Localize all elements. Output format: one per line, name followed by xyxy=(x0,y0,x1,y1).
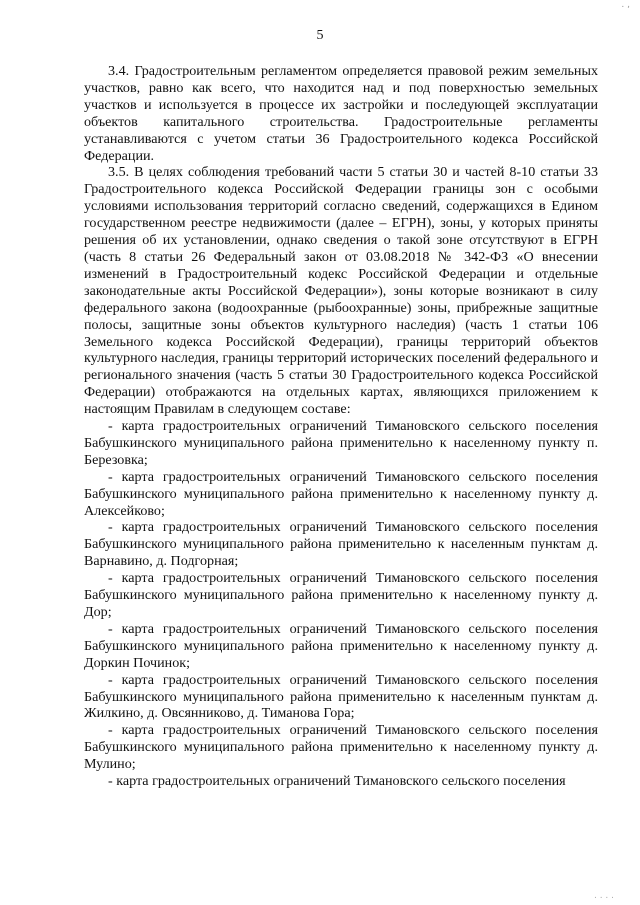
list-item: - карта градостроительных ограничений Тимановского сельского поселения Бабушкинского муниципального района применительно к населенному пункту д. Алексейково; xyxy=(84,468,598,519)
list-item: - карта градостроительных ограничений Тимановского сельского поселения xyxy=(108,773,566,790)
list-item: - карта градостроительных ограничений Тимановского сельского поселения Бабушкинского муниципального района применительно к населенным пунктам д. Жилкино, д. Овсянниково, д. Тиманова Гора; xyxy=(84,671,598,722)
list-item: - карта градостроительных ограничений Тимановского сельского поселения Бабушкинского муниципального района применительно к населенному пункту д. Доркин Починок; xyxy=(84,620,598,671)
scan-corner-mark: . , xyxy=(621,0,630,10)
list-item: - карта градостроительных ограничений Тимановского сельского поселения Бабушкинского муниципального района применительно к населенным пунктам д. Варнавино, д. Подгорная; xyxy=(84,519,598,570)
scan-bottom-mark: . . . . xyxy=(593,891,614,901)
list-item: - карта градостроительных ограничений Тимановского сельского поселения Бабушкинского муниципального района применительно к населенному пункту д. Мулино; xyxy=(84,722,598,773)
list-item: - карта градостроительных ограничений Тимановского сельского поселения Бабушкинского муниципального района применительно к населенному пункту д. Дор; xyxy=(84,570,598,620)
paragraph-3-4: 3.4. Градостроительным регламентом определяется правовой режим земельных участков, равно как всего, что находится над и под поверхностью земельных участков и используется в процессе их застройки и последующей эксплуатации объектов капитального строительства. Градостроительные регламенты устанавливаются с учетом статьи 36 Градостроительного кодекса Российской Федерации. xyxy=(84,63,598,164)
list-item: - карта градостроительных ограничений Тимановского сельского поселения Бабушкинского муниципального района применительно к населенному пункту п. Березовка; xyxy=(84,418,598,468)
page-number: 5 xyxy=(316,28,324,43)
map-list xyxy=(84,418,598,790)
document-body xyxy=(84,63,598,790)
paragraph-3-5: 3.5. В целях соблюдения требований части 5 статьи 30 и частей 8-10 статьи 33 Градостроительного кодекса Российской Федерации границы зон с особыми условиями использования территорий согласно сведений, содержащихся в Едином государственном реестре недвижимости (далее – ЕГРН), зоны, у которых приняты решения об их установлении, однако сведения о такой зоне отсутствуют в ЕГРН (часть 8 статьи 26 Федеральный закон от 03.08.2018 № 342-ФЗ «О внесении изменений в Градостроительный кодекс Российской Федерации и отдельные законодательные акты Российской Федерации»), зоны которые возникают в силу федерального закона (водоохранные (рыбоохранные) зоны, прибрежные защитные полосы, защитные зоны объектов культурного наследия) (часть 1 статьи 106 Земельного кодекса Российской Федерации), границы территорий объектов культурного наследия, границы территорий исторических поселений федерального и регионального значения (часть 5 статьи 30 Градостроительного кодекса Российской Федерации) отображаются на отдельных картах, являющихся приложением к настоящим Правилам в следующем составе: xyxy=(84,164,598,418)
